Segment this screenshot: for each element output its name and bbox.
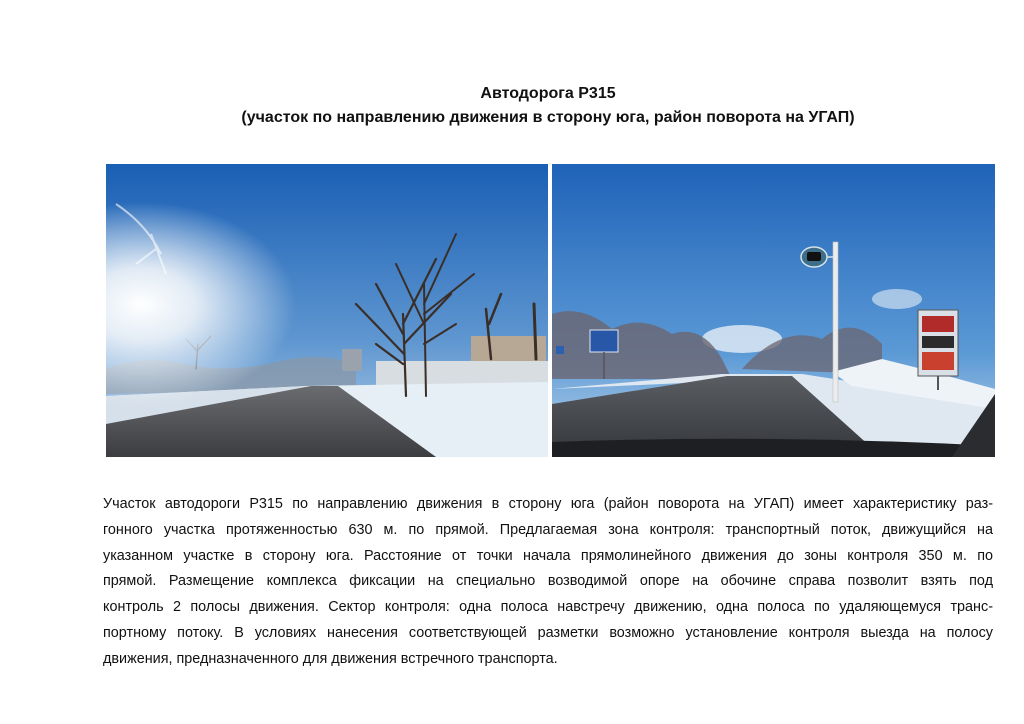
page-title: Автодорога Р315 bbox=[480, 85, 616, 102]
photo-road-right bbox=[552, 164, 995, 457]
description-line-5: контроль 2 полосы движения. Сектор контроля: одна полоса навстречу движению, одна полоса по удаляющемуся транс- bbox=[103, 599, 993, 616]
photo-right-image bbox=[552, 164, 995, 457]
description-line-6: портному потоку. В условиях нанесения соответствующей разметки возможно установление контроля выезда на полосу bbox=[103, 624, 993, 641]
description-line-1: Участок автодороги Р315 по направлению движения в сторону юга (район поворота на УГАП) имеет характеристику раз- bbox=[103, 496, 993, 512]
page-subtitle: (участок по направлению движения в сторону юга, район поворота на УГАП) bbox=[241, 109, 855, 126]
description-paragraph bbox=[103, 492, 993, 673]
description-line-2: гонного участка протяженностью 630 м. по прямой. Предлагаемая зона контроля: транспортный поток, движущийся на bbox=[103, 521, 993, 538]
description-line-7: движения, предназначенного для движения встречного транспорта. bbox=[103, 650, 558, 667]
document-title-block bbox=[0, 82, 1024, 130]
description-line-4: прямой. Размещение комплекса фиксации на специально возводимой опоре на обочине справа позволит взять под bbox=[103, 573, 993, 590]
photo-road-left bbox=[106, 164, 548, 457]
description-line-3: указанном участке в сторону юга. Расстояние от точки начала прямолинейного движения до зоны контроля 350 м. по bbox=[103, 547, 993, 564]
photo-left-image bbox=[106, 164, 548, 457]
